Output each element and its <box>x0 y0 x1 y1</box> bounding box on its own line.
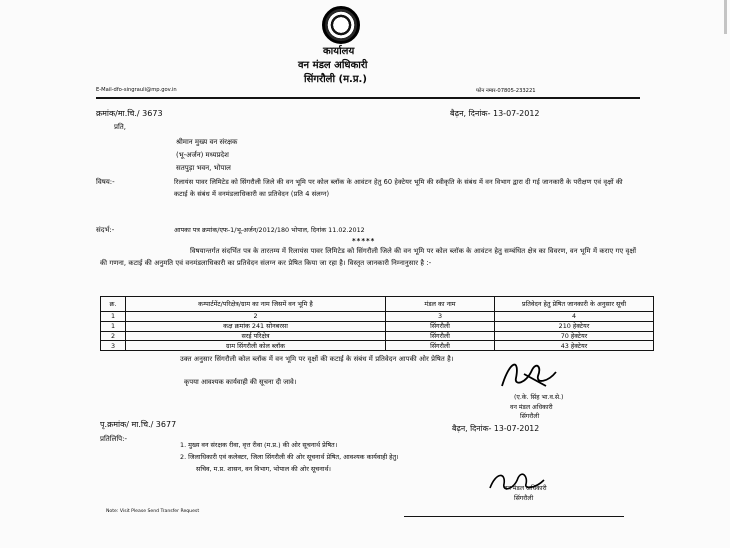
table-cell: सिंगरौली <box>386 321 495 331</box>
copy-label: प्रतिलिपि:- <box>100 435 128 443</box>
recipient-line-3: सतपुड़ा भवन, भोपाल <box>176 164 231 172</box>
table-cell: 210 हेक्टेयर <box>495 321 654 331</box>
office-email: E-Mail-dfo-singrauli@mp.gov.in <box>96 87 177 93</box>
endorsement-date: बैढ़न, दिनांक- 13-07-2012 <box>452 424 540 433</box>
header-rule <box>96 97 640 99</box>
footer-note: Note: Visit Please Send Transfer Request <box>106 509 200 514</box>
table-header-list: प्रतिवेदन हेतु प्रेषित जानकारी के अनुसार सूची <box>495 297 654 312</box>
table-row <box>101 321 654 331</box>
copy-item-3: सचिव, म.प्र. शासन, वन विभाग, भोपाल की ओर सूचनार्थ। <box>196 465 331 473</box>
subject-label: विषय:- <box>96 178 115 186</box>
office-phone: फोन नम्बर-07805-233221 <box>476 88 536 94</box>
table-cell: 1 <box>101 312 126 322</box>
closing-paragraph: उक्त अनुसार सिंगरौली कोल ब्लॉक में वन भूमि पर वृक्षों की कटाई के संबंध में प्रतिवेदन आपकी ओर प्रेषित है। <box>180 355 454 363</box>
table-header-division: मंडल का नाम <box>386 297 495 312</box>
office-label: कार्यालय <box>323 46 355 57</box>
reference-number: क्रमांक/मा.चि./ 3673 <box>96 109 163 118</box>
recipient-line-2: (भू-अर्जन) मध्यप्रदेश <box>176 151 229 159</box>
table-cell: 1 <box>101 321 126 331</box>
government-seal-icon <box>322 6 360 44</box>
table-cell: कक्ष क्रमांक 241 सोनबरसा <box>126 321 386 331</box>
reference-label: संदर्भ:- <box>96 226 115 234</box>
table-cell: 2 <box>126 312 386 322</box>
table-cell: सिंगरौली <box>386 331 495 341</box>
table-row <box>101 341 654 351</box>
table-cell: ग्राम सिंगरौली कोल ब्लॉक <box>126 341 386 351</box>
signatory-name: (ए.के. सिंह भा.व.से.) <box>514 394 564 401</box>
endorsement-place: सिंगरौली <box>514 495 534 502</box>
closing-line: कृपया आवश्यक कार्यवाही की सूचना दी जावे। <box>184 378 297 386</box>
signature-icon <box>496 356 568 392</box>
recipient-line-1: श्रीमान मुख्य वन संरक्षक <box>176 138 238 146</box>
endorsement-reference: पृ.क्रमांक/ मा.चि./ 3677 <box>100 420 177 429</box>
endorsement-designation: वन मंडल अधिकारी <box>504 485 547 492</box>
table-cell: 4 <box>495 312 654 322</box>
footer-rule <box>404 516 624 517</box>
table-cell: 70 हेक्टेयर <box>495 331 654 341</box>
table-cell: 2 <box>101 331 126 341</box>
signatory-place: सिंगरौली <box>520 413 540 420</box>
letter-date: बैढ़न, दिनांक- 13-07-2012 <box>450 109 540 118</box>
reference-text: आपका पत्र क्रमांक/एफ-1/भू-अर्जन/2012/180 भोपाल, दिनांक 11.02.2012 <box>174 226 365 234</box>
table-header-serial: क्र. <box>101 297 126 312</box>
signatory-designation: वन मंडल अधिकारी <box>510 404 553 411</box>
table-cell: 3 <box>101 341 126 351</box>
subject-text: रिलायंस पावर लिमिटेड को सिंगरौली जिले की वन भूमि पर कोल ब्लॉक के आवंटन हेतु 60 हेक्टेयर भूमि की स्वीकृति के संबंध में वन विभाग द्वारा दी गई जानकारी के परीक्षण एवं वृक्षों की कटाई के संबंध में वनमंडलाधिकारी का प्रतिवेदन (प्रति 4 संलग्न) <box>174 178 623 198</box>
scan-edge <box>724 0 727 34</box>
office-place: सिंगरौली (म.प्र.) <box>304 74 367 85</box>
copy-item-2: 2. जिलाधिकारी एवं कलेक्टर, जिला सिंगरौली की ओर सूचनार्थ प्रेषित, आवश्यक कार्यवाही हेतु। <box>180 453 399 461</box>
details-table <box>100 296 654 351</box>
table-header-location: कम्पार्टमेंट/परिक्षेत्र/ग्राम का नाम जिसमें वन भूमि है <box>126 297 386 312</box>
divider-stars: ***** <box>352 237 376 245</box>
table-cell: 43 हेक्टेयर <box>495 341 654 351</box>
table-cell: सिंगरौली <box>386 341 495 351</box>
table-cell: 3 <box>386 312 495 322</box>
table-row <box>101 331 654 341</box>
body-paragraph: विषयान्तर्गत संदर्भित पत्र के तारतम्य में रिलायंस पावर लिमिटेड को सिंगरौली जिले की वन भूमि पर कोल ब्लॉक के आवंटन हेतु सम्बंधित क्षेत्र का विवरण, वन भूमि में कराए गए वृक्षों की गणना, कटाई की अनुमति एवं वनमंडलाधिकारी का प्रतिवेदन संलग्न कर प्रेषित किया जा रहा है। विस्तृत जानकारी निम्नानुसार है :- <box>100 247 637 267</box>
table-cell: सरई परिक्षेत्र <box>126 331 386 341</box>
table-index-row <box>101 312 654 322</box>
office-designation: वन मंडल अधिकारी <box>298 60 368 71</box>
copy-item-1: 1. मुख्य वन संरक्षक रीवा, वृत्त रीवा (म.प्र.) की ओर सूचनार्थ प्रेषित। <box>180 441 338 449</box>
to-label: प्रति, <box>114 123 127 131</box>
table-header-row <box>101 297 654 312</box>
